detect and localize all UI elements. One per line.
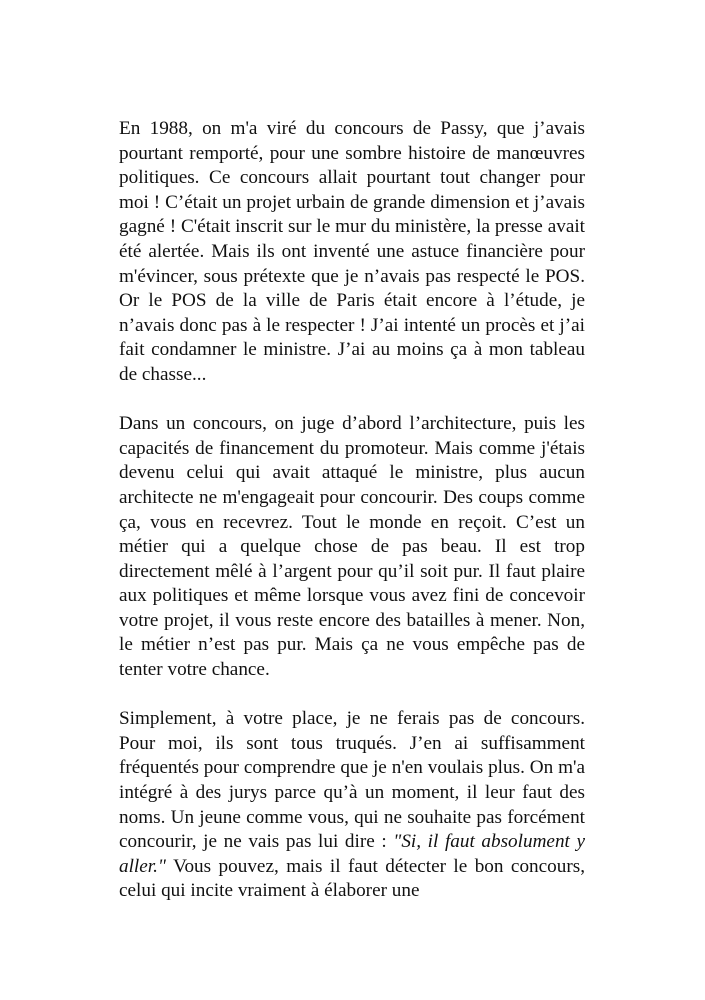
paragraph-3 — [119, 707, 585, 904]
paragraph-1: En 1988, on m'a viré du concours de Passy, que j’avais pourtant remporté, pour une sombre histoire de manœuvres politiques. Ce concours allait pourtant tout changer pour moi ! C’était un projet urbain de grande dimension et j’avais gagné ! C'était inscrit sur le mur du ministère, la presse avait été alertée. Mais ils ont inventé une astuce financière pour m'évincer, sous prétexte que je n’avais pas respecté le POS. Or le POS de la ville de Paris était encore à l’étude, je n’avais donc pas à le respecter ! J’ai intenté un procès et j’ai fait condamner le ministre. J’ai au moins ça à mon tableau de chasse... — [119, 118, 585, 385]
paragraph-3-text-before: Simplement, à votre place, je ne ferais pas de concours. Pour moi, ils sont tous truqués. J’en ai suffisamment fréquentés pour comprendre que je n'en voulais plus. On m'a intégré à des jurys parce qu’à un moment, il leur faut des noms. Un jeune comme vous, qui ne souhaite pas forcément concourir, je ne vais pas lui dire : — [119, 708, 585, 853]
paragraph-2: Dans un concours, on juge d’abord l’architecture, puis les capacités de financement du promoteur. Mais comme j'étais devenu celui qui avait attaqué le ministre, plus aucun architecte ne m'engageait pour concourir. Des coups comme ça, vous en recevrez. Tout le monde en reçoit. C’est un métier qui a quelque chose de pas beau. Il est trop directement mêlé à l’argent pour qu’il soit pur. Il faut plaire aux politiques et même lorsque vous avez fini de concevoir votre projet, il vous reste encore des batailles à mener. Non, le métier n’est pas pur. Mais ça ne vous empêche pas de tenter votre chance. — [119, 413, 585, 681]
body-text — [119, 117, 585, 904]
paragraph-3-text-after: Vous pouvez, mais il faut détecter le bon concours, celui qui incite vraiment à élaborer une — [119, 855, 585, 902]
italic-quote: "Si, il faut absolument y aller." — [119, 831, 585, 877]
